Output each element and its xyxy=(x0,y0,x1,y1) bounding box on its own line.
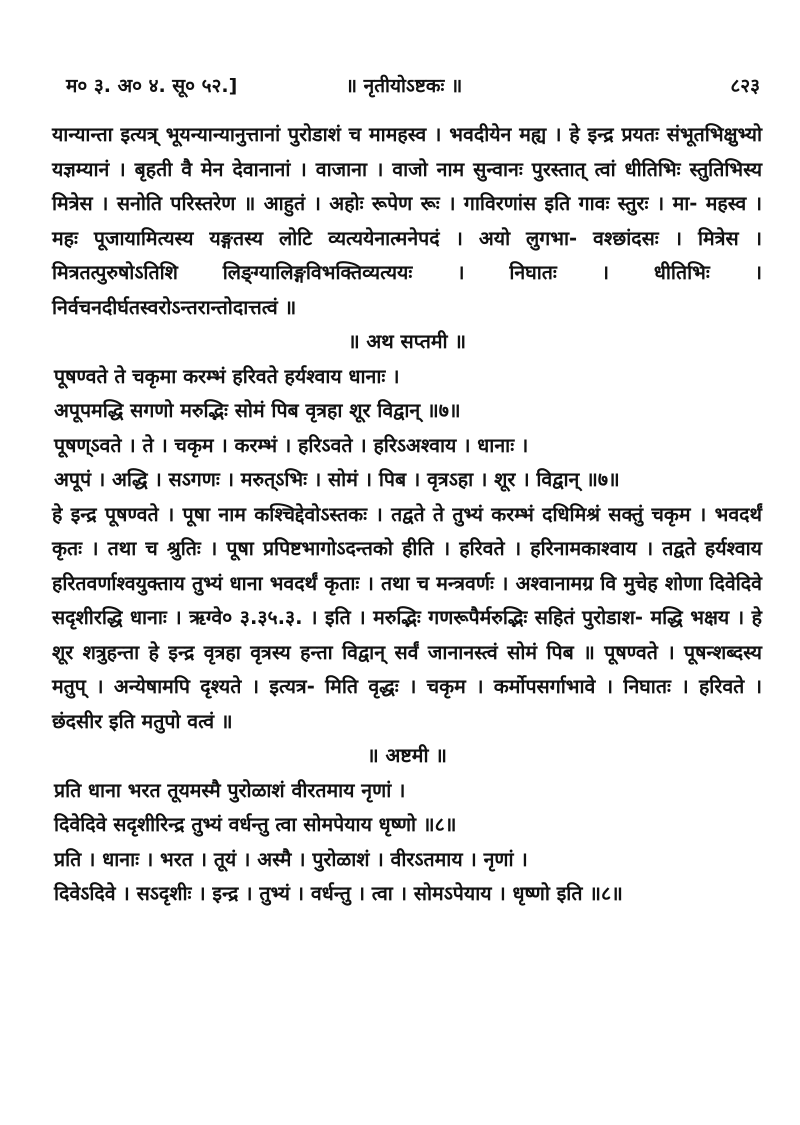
page-body xyxy=(52,118,762,912)
verse-heading-seventh: ॥ अथ सप्तमी ॥ xyxy=(347,330,467,353)
page-number: ८२३ xyxy=(730,75,760,97)
verse-heading-eighth: ॥ अष्टमी ॥ xyxy=(367,744,447,767)
commentary-paragraph: हे इन्द्र पूषण्वते । पूषा नाम कश्चिद्देवोऽस्तकः । तद्वते ते तुभ्यं करम्भं दधिमिश्रं सक्तुं चकृम । भवदर्थं कृतः । तथा च श्रुतिः । पूषा प्रपिष्टभागोऽदन्तको हीति । हरिवते । हरिनामकाश्वाय । तद्वते हर्यश्वाय हरितवर्णाश्वयुक्ताय तुभ्यं धाना भवदर्थं कृताः । तथा च मन्त्रवर्णः । अश्वानामग्र वि मुचेह शोणा दिवेदिवे सदृशीरद्धि धानाः । ऋग्वे० ३.३५.३. । इति । मरुद्भिः गणरूपैर्मरुद्भिः सहितं पुरोडाश- मद्धि भक्षय । हे शूर शत्रुहन्ता हे इन्द्र वृत्रहा वृत्रस्य हन्ता विद्वान् सर्वं जानानस्त्वं सोमं पिब ॥ पूषण्वते । पूषन्शब्दस्य मतुप् । अन्येषामपि दृश्यते । इत्यत्र- मिति वृद्धः । चकृम । कर्मोपसर्गाभावे । निघातः । हरिवते । छंदसीर इति मतुपो वत्वं ॥ xyxy=(52,502,762,733)
verse-line: अपूपमद्धि सगणो मरुद्भिः सोमं पिब वृत्रहा शूर विद्वान् ॥७॥ xyxy=(54,399,461,422)
verse-seven xyxy=(52,360,762,498)
verse-line: प्रति धाना भरत तूयमस्मै पुरोळाशं वीरतमाय नृणां । xyxy=(54,778,406,802)
padapatha-line: अपूपं । अद्धि । सऽगणः । मरुत्ऽभिः । सोमं । पिब । वृत्रऽहा । शूर । विद्वान् ॥७॥ xyxy=(54,468,620,491)
section-reference: म० ३. अ० ४. सू० ५२.] xyxy=(66,75,238,97)
verse-eight xyxy=(52,774,762,912)
commentary-paragraph: यान्यान्ता इत्यत्र् भूयन्यान्यानुत्तानां पुरोडाशं च मामहस्व । भवदीयेन मह्य । हे इन्द्र प्रयतः संभूतभिक्षुभ्यो यज्ञम्यानं । बृहती वै मेन देवानानां । वाजाना । वाजो नाम सुन्वानः पुरस्तात् त्वां धीतिभिः स्तुतिभिस्य मित्रेस । सनोति परिस्तरेण ॥ आहुतं । अहोः रूपेण रूः । गाविरणांस इति गावः स्तुरः । मा- महस्व । महः पूजायामित्यस्य यङ्गतस्य लोटि व्यत्ययेनात्मनेपदं । अयो लुगभा- वश्छांदसः । मित्रेस । मित्रतत्पुरुषोऽतिशि लिङ्ग्यालिङ्गविभक्तिव्यत्ययः । निघातः । धीतिभिः । निर्वचनदीर्घतस्वरोऽन्तरान्तोदात्तत्वं ॥ xyxy=(52,123,762,319)
padapatha-line: दिवेऽदिवे । सऽदृशीः । इन्द्र । तुभ्यं । वर्धन्तु । त्वा । सोमऽपेयाय । धृष्णो इति ॥८॥ xyxy=(54,882,623,905)
running-header xyxy=(48,64,760,104)
verse-line: दिवेदिवे सदृशीरिन्द्र तुभ्यं वर्धन्तु त्वा सोमपेयाय धृष्णो ॥८॥ xyxy=(54,813,457,836)
verse-line: पूषण्वते ते चकृमा करम्भं हरिवते हर्यश्वाय धानाः । xyxy=(54,364,400,388)
ashtaka-title: ॥ नृतीयोऽष्टकः ॥ xyxy=(345,75,463,97)
padapatha-line: प्रति । धानाः । भरत । तूयं । अस्मै । पुरोळाशं । वीरऽतमाय । नृणां । xyxy=(54,847,528,871)
padapatha-line: पूषण्ऽवते । ते । चकृम । करम्भं । हरिऽवते । हरिऽअश्वाय । धानाः । xyxy=(54,433,529,457)
